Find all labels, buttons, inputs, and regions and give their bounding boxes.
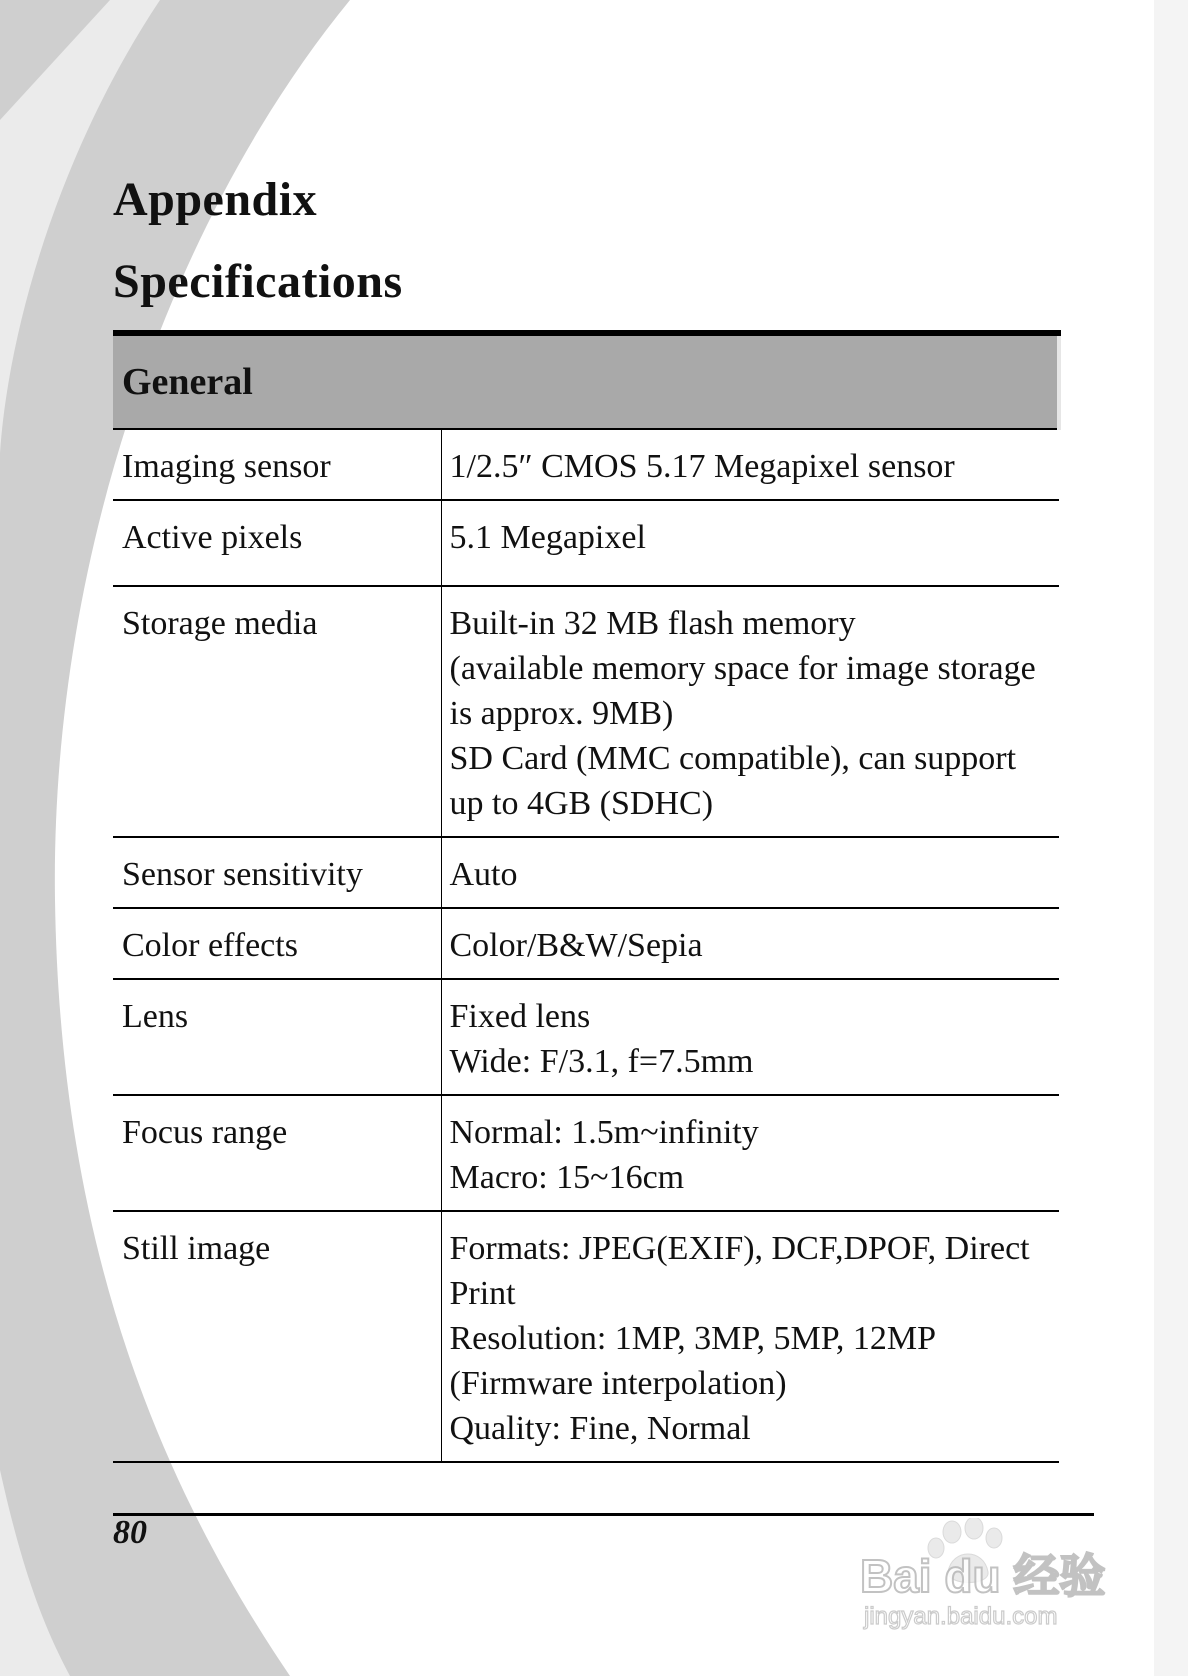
table-row — [113, 500, 1059, 586]
spec-value — [441, 1095, 1059, 1211]
spec-value-line: Color/B&W/Sepia — [449, 927, 703, 964]
spec-value-line: Wide: F/3.1, f=7.5mm — [449, 1043, 754, 1080]
table-row — [113, 908, 1059, 979]
spec-value-line: Resolution: 1MP, 3MP, 5MP, 12MP (Firmware interpolation) — [449, 1320, 935, 1402]
spec-value — [441, 908, 1059, 979]
spec-value — [441, 429, 1059, 500]
page-number: 80 — [113, 1514, 147, 1551]
table-row — [113, 837, 1059, 908]
spec-value-line: Built-in 32 MB flash memory — [449, 605, 856, 642]
spec-label: Lens — [113, 979, 441, 1095]
spec-value-line: Normal: 1.5m~infinity — [449, 1114, 759, 1151]
spec-value — [441, 837, 1059, 908]
spec-label: Color effects — [113, 908, 441, 979]
spec-value-line: 1/2.5″ CMOS 5.17 Megapixel sensor — [449, 448, 955, 485]
spec-value-line: Fixed lens — [449, 998, 591, 1035]
table-row — [113, 1095, 1059, 1211]
spec-value — [441, 500, 1059, 586]
watermark-url: jingyan.baidu.com — [864, 1603, 1058, 1630]
section-header-row — [113, 333, 1059, 429]
spec-value-line: Macro: 15~16cm — [449, 1159, 685, 1196]
spec-label: Storage media — [113, 586, 441, 837]
spec-label: Active pixels — [113, 500, 441, 586]
spec-value-line: 5.1 Megapixel — [449, 519, 646, 556]
section-header-general: General — [113, 333, 1059, 429]
specifications-table — [113, 330, 1061, 1463]
footer-rule — [113, 1513, 1094, 1516]
spec-label: Sensor sensitivity — [113, 837, 441, 908]
spec-value-line: (available memory space for image storage is approx. 9MB) — [449, 650, 1036, 732]
spec-label: Focus range — [113, 1095, 441, 1211]
table-row — [113, 429, 1059, 500]
spec-label: Still image — [113, 1211, 441, 1462]
spec-value-line: Auto — [449, 856, 518, 893]
table-row — [113, 979, 1059, 1095]
page-title: Appendix — [113, 173, 318, 226]
spec-value — [441, 1211, 1059, 1462]
spec-value — [441, 586, 1059, 837]
spec-value-line: SD Card (MMC compatible), can support up to 4GB (SDHC) — [449, 740, 1017, 822]
table-row — [113, 1211, 1059, 1462]
spec-label: Imaging sensor — [113, 429, 441, 500]
section-title: Specifications — [113, 255, 403, 308]
table-row — [113, 586, 1059, 837]
baidu-jingyan-watermark — [852, 1518, 1122, 1638]
watermark-brand: Bai du 经验 — [860, 1550, 1106, 1602]
specifications-body — [113, 429, 1059, 1462]
spec-value — [441, 979, 1059, 1095]
right-margin-strip — [1154, 0, 1188, 1676]
spec-value-line: Formats: JPEG(EXIF), DCF,DPOF, Direct Print — [449, 1230, 1030, 1312]
spec-value-line: Quality: Fine, Normal — [449, 1410, 751, 1447]
